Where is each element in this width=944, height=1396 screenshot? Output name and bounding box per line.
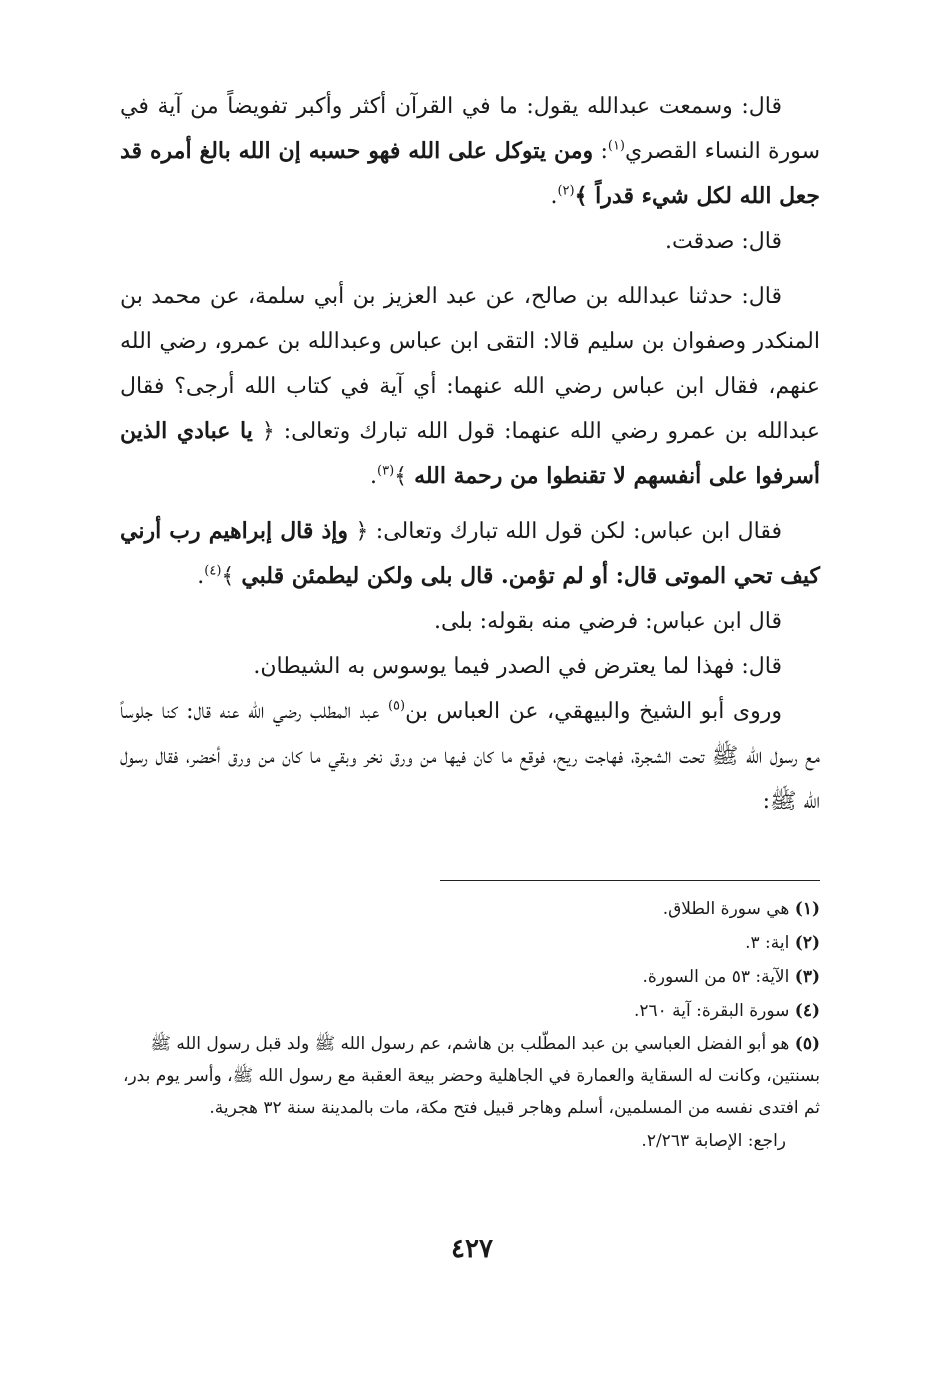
text-segment: قال: صدقت.	[665, 229, 782, 254]
text-segment: ﴾	[394, 464, 415, 489]
footnote-number: (٣)	[794, 967, 820, 987]
footnote-divider	[440, 880, 820, 881]
text-segment: .	[550, 184, 558, 209]
footnote	[120, 960, 820, 994]
footnote-reference: راجع: الإصابة ٢/٢٦٣.	[641, 1131, 786, 1151]
footnote-marker: (١)	[607, 138, 625, 154]
quran-quote: ومن يتوكل على الله فهو حسبه إن الله بالغ أمره قد جعل الله لكل شيء قدراً ﴾	[120, 138, 820, 209]
paragraph-p2	[120, 219, 820, 264]
text-segment: .	[197, 564, 205, 589]
footnote-number: (١)	[794, 899, 820, 919]
footnote	[120, 1028, 820, 1124]
text-segment: قال: حدثنا عبدالله بن صالح، عن عبد العزيز بن أبي سلمة، عن محمد بن المنكدر وصفوان بن سليم قالا: التقى ابن عباس وعبدالله بن عمرو، رضي الله عنهم، فقال ابن عباس رضي الله عنهما: أي آية في كتاب الله أرجى؟ فقال عبدالله بن عمرو رضي الله عنهما: قول الله تبارك وتعالى: ﴿	[120, 284, 820, 444]
footnotes	[120, 892, 820, 1158]
paragraph-p3	[120, 274, 820, 499]
footnote-number: (٥)	[794, 1034, 820, 1054]
footnote-text: هو أبو الفضل العباسي بن عبد المطّلب بن هاشم، عم رسول الله ﷺ ولد قبل رسول الله ﷺ بسنتين، وكانت له السقاية والعمارة في الجاهلية وحضر بيعة العقبة مع رسول الله ﷺ، وأسر يوم بدر، ثم افتدى نفسه من المسلمين، أسلم وهاجر قبيل فتح مكة، مات بالمدينة سنة ٣٢ هجرية.	[122, 1034, 820, 1118]
footnote-marker: (٤)	[204, 563, 222, 579]
text-segment: فقال ابن عباس: لكن قول الله تبارك وتعالى: ﴿	[348, 519, 782, 544]
paragraph-p7	[120, 689, 820, 824]
footnote	[120, 994, 820, 1028]
text-segment: وروى أبو الشيخ والبيهقي، عن العباس بن	[405, 699, 782, 724]
footnote-marker: (٣)	[377, 463, 395, 479]
footnote-marker: (٢)	[557, 183, 575, 199]
text-segment: :	[593, 139, 608, 164]
text-segment: قال: وسمعت عبدالله يقول: ما في القرآن أكثر وأكبر تفويضاً من آية في سورة النساء القصري	[120, 94, 821, 164]
paragraph-p5	[120, 599, 820, 644]
footnote-text: هي سورة الطلاق.	[662, 899, 790, 919]
text-segment: عبد المطلب رضي الله عنه قال: كنا جلوساً مع رسول الله ﷺ تحت الشجرة، فهاجت ريح، فوقع ما كان فيها من ورق نخر وبقي ما كان من ورق أخضر، فقال رسول الله ﷺ:	[120, 699, 820, 814]
text-segment: ﴾	[221, 564, 242, 589]
text-segment: قال ابن عباس: فرضي منه بقوله: بلى.	[433, 609, 782, 634]
paragraph-p4	[120, 509, 820, 599]
footnote-number: (٤)	[794, 1001, 820, 1021]
page-number: ٤٢٧	[451, 1234, 493, 1264]
main-text	[120, 84, 820, 824]
quran-quote: يا عبادي الذين أسرفوا على أنفسهم لا تقنطوا من رحمة الله	[120, 418, 820, 489]
quran-quote: وإذ قال إبراهيم رب أرني كيف تحي الموتى قال: أو لم تؤمن. قال بلى ولكن ليطمئن قلبي	[120, 518, 820, 589]
footnote-marker: (٥)	[387, 698, 406, 714]
footnote	[120, 892, 820, 926]
footnote-text: الآية: ٥٣ من السورة.	[642, 967, 790, 987]
text-segment: قال: فهذا لما يعترض في الصدر فيما يوسوس به الشيطان.	[253, 654, 782, 679]
footnote-text: اية: ٣.	[745, 933, 790, 953]
footnote-number: (٢)	[794, 933, 820, 953]
paragraph-p1	[120, 84, 820, 219]
text-segment: .	[370, 464, 378, 489]
paragraph-p6	[120, 644, 820, 689]
footnote-text: سورة البقرة: آية ٢٦٠.	[633, 1001, 790, 1021]
footnote	[120, 926, 820, 960]
